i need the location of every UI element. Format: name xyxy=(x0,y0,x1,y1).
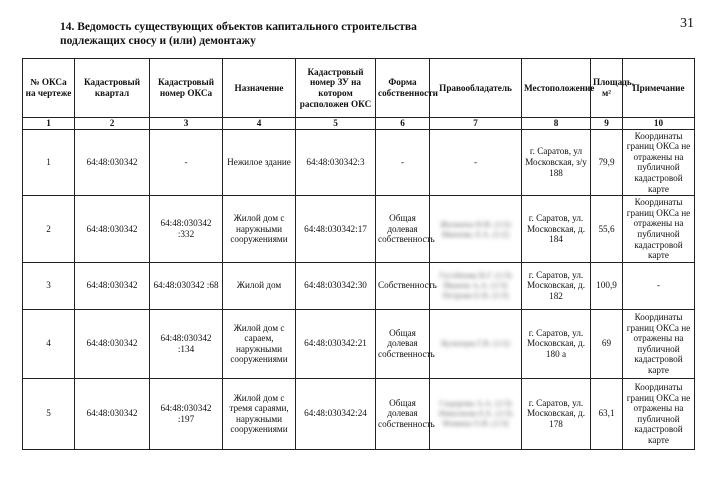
table-row xyxy=(23,262,695,309)
cell-zu-number: 64:48:030342:3 xyxy=(296,129,376,196)
column-header: Площадь, м² xyxy=(591,59,623,118)
cell-number: 4 xyxy=(23,309,75,378)
cell-quarter: 64:48:030342 xyxy=(75,262,150,309)
column-header: Местоположение xyxy=(522,59,591,118)
column-number: 1 xyxy=(23,118,75,130)
cell-number: 2 xyxy=(23,196,75,263)
cell-location: г. Саратов, ул. Московская, д. 184 xyxy=(522,196,591,263)
cell-note: Координаты границ ОКСа не отражены на публичной кадастровой карте xyxy=(623,129,695,196)
column-number: 10 xyxy=(623,118,695,130)
column-number: 8 xyxy=(522,118,591,130)
cell-location: г. Саратов, ул. Московская, д. 182 xyxy=(522,262,591,309)
table-row xyxy=(23,196,695,263)
column-header: Форма собственности xyxy=(376,59,430,118)
cell-area: 79,9 xyxy=(591,129,623,196)
document-title xyxy=(60,20,480,48)
cell-location: г. Саратов, ул. Московская, д. 178 xyxy=(522,378,591,449)
table-row xyxy=(23,378,695,449)
cell-zu-number: 64:48:030342:30 xyxy=(296,262,376,309)
cell-owner xyxy=(430,196,522,263)
column-header: Назначение xyxy=(223,59,296,118)
cell-purpose: Нежилое здание xyxy=(223,129,296,196)
column-header: Правообладатель xyxy=(430,59,522,118)
cell-oks-number: 64:48:030342 :134 xyxy=(150,309,223,378)
cell-owner: - xyxy=(430,129,522,196)
cell-ownership: Собственность xyxy=(376,262,430,309)
cell-ownership: Общая долевая собственность xyxy=(376,196,430,263)
column-number: 5 xyxy=(296,118,376,130)
cell-number: 3 xyxy=(23,262,75,309)
redacted-owner: Кузнецов Г.В. (1/2) xyxy=(441,338,510,349)
cell-oks-number: - xyxy=(150,129,223,196)
cell-area: 69 xyxy=(591,309,623,378)
redacted-owner: Гусейнова В.Г. (1/3) Иванов А.А. (1/3) Петрова Е.Н. (1/3) xyxy=(439,270,512,301)
title-line-1: 14. Ведомость существующих объектов капитального строительства xyxy=(60,21,417,33)
cell-ownership: Общая долевая собственность xyxy=(376,378,430,449)
demolition-objects-table xyxy=(22,58,695,450)
column-number-row xyxy=(23,118,695,130)
cell-owner xyxy=(430,378,522,449)
cell-number: 5 xyxy=(23,378,75,449)
cell-location: г. Саратов, ул Московская, з/у 188 xyxy=(522,129,591,196)
cell-purpose: Жилой дом с наружными сооружениями xyxy=(223,196,296,263)
cell-area: 55,6 xyxy=(591,196,623,263)
column-header: Кадастровый номер ЗУ на котором расположен ОКС xyxy=(296,59,376,118)
cell-quarter: 64:48:030342 xyxy=(75,129,150,196)
redacted-owner: Сидорова А.А. (1/3) Николаева Е.Е. (1/3) Фомина О.В. (1/3) xyxy=(438,398,513,429)
cell-quarter: 64:48:030342 xyxy=(75,378,150,449)
column-header: Кадастровый квартал xyxy=(75,59,150,118)
column-header: Кадастровый номер ОКСа xyxy=(150,59,223,118)
cell-purpose: Жилой дом xyxy=(223,262,296,309)
cell-note: - xyxy=(623,262,695,309)
cell-ownership: - xyxy=(376,129,430,196)
cell-quarter: 64:48:030342 xyxy=(75,196,150,263)
table-row xyxy=(23,129,695,196)
title-line-2: подлежащих сносу и (или) демонтажу xyxy=(60,35,256,47)
cell-owner xyxy=(430,309,522,378)
cell-zu-number: 64:48:030342:21 xyxy=(296,309,376,378)
column-number: 3 xyxy=(150,118,223,130)
cell-area: 63,1 xyxy=(591,378,623,449)
cell-area: 100,9 xyxy=(591,262,623,309)
column-header: Примечание xyxy=(623,59,695,118)
table-header-row xyxy=(23,59,695,118)
column-header: № ОКСа на чертеже xyxy=(23,59,75,118)
cell-note: Координаты границ ОКСа не отражены на публичной кадастровой карте xyxy=(623,378,695,449)
cell-quarter: 64:48:030342 xyxy=(75,309,150,378)
cell-zu-number: 64:48:030342:17 xyxy=(296,196,376,263)
cell-ownership: Общая долевая собственность xyxy=(376,309,430,378)
cell-purpose: Жилой дом с тремя сараями, наружными сооружениями xyxy=(223,378,296,449)
page-number: 31 xyxy=(680,16,694,31)
cell-owner xyxy=(430,262,522,309)
column-number: 2 xyxy=(75,118,150,130)
cell-purpose: Жилой дом с сараем, наружными сооружениями xyxy=(223,309,296,378)
cell-zu-number: 64:48:030342:24 xyxy=(296,378,376,449)
column-number: 4 xyxy=(223,118,296,130)
column-number: 6 xyxy=(376,118,430,130)
cell-note: Координаты границ ОКСа не отражены на публичной кадастровой карте xyxy=(623,309,695,378)
cell-note: Координаты границ ОКСа не отражены на публичной кадастровой карте xyxy=(623,196,695,263)
redacted-owner: Жилкина Н.И. (1/2) Иванова Л.А. (1/2) xyxy=(440,218,511,239)
cell-oks-number: 64:48:030342 :68 xyxy=(150,262,223,309)
column-number: 7 xyxy=(430,118,522,130)
cell-number: 1 xyxy=(23,129,75,196)
cell-oks-number: 64:48:030342 :197 xyxy=(150,378,223,449)
cell-location: г. Саратов, ул. Московская, д. 180 а xyxy=(522,309,591,378)
table-row xyxy=(23,309,695,378)
column-number: 9 xyxy=(591,118,623,130)
cell-oks-number: 64:48:030342 :332 xyxy=(150,196,223,263)
